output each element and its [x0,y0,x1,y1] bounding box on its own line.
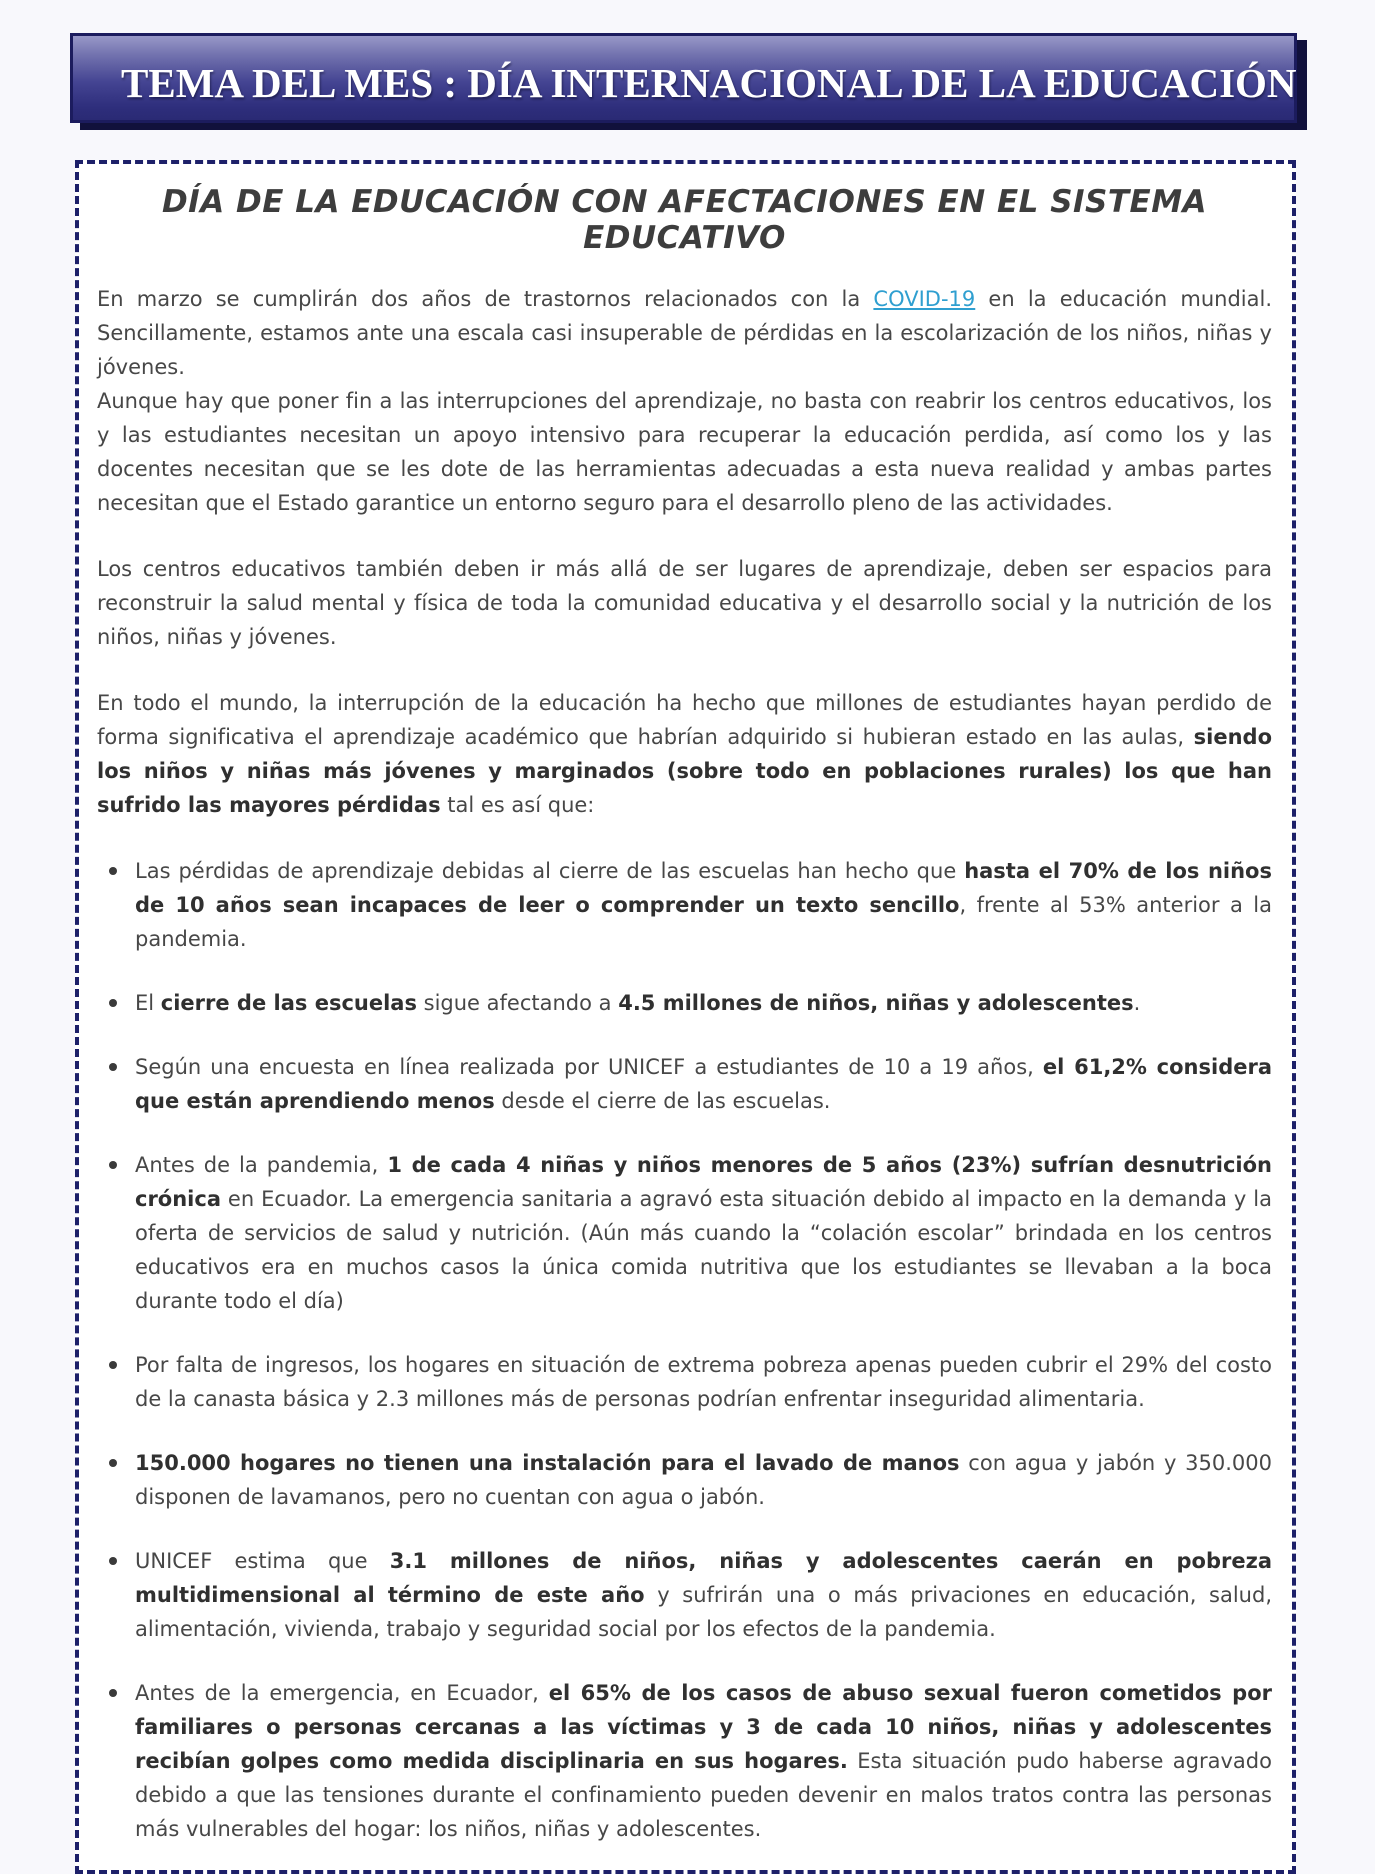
bold-text-run: hasta el 70% de los niños de 10 años sean incapaces de leer o comprender un texto sencillo [135,859,1272,917]
bullet-item [97,1676,1272,1846]
text-run: . [1133,991,1141,1015]
covid19-link[interactable]: COVID-19 [873,287,976,311]
text-run: Aunque hay que poner fin a las interrupciones del aprendizaje, no basta con reabrir los centros educativos, los y las estudiantes necesitan un apoyo intensivo para recuperar la educación perdida, así como los y las docentes necesitan que se les dote de las herramientas adecuadas a esta nueva realidad y ambas partes necesitan que el Estado garantice un entorno seguro para el desarrollo pleno de las actividades. [97,389,1272,515]
paragraph [97,282,1272,384]
banner [70,33,1297,123]
text-run: sigue afectando a [416,991,619,1015]
paragraph-block [97,282,1272,520]
paragraph-block [97,552,1272,654]
bold-text-run: siendo los niños y niñas más jóvenes y marginados (sobre todo en poblaciones rurales) los que han sufrido las mayores pérdidas [97,725,1272,817]
bold-text-run: 4.5 millones de niños, niñas y adolescentes [618,991,1134,1015]
text-run: con agua y jabón y 350.000 disponen de lavamanos, pero no cuentan con agua o jabón. [135,1451,1272,1509]
bold-text-run: 3.1 millones de niños, niñas y adolescentes caerán en pobreza multidimensional al término de este año [135,1549,1273,1607]
bold-text-run: 1 de cada 4 niñas y niños menores de 5 años (23%) sufrían desnutrición crónica [135,1153,1272,1211]
banner-title: TEMA DEL MES : DÍA INTERNACIONAL DE LA EDUCACIÓN [121,60,1297,106]
text-run: UNICEF estima que [135,1549,390,1573]
bullet-item [97,1544,1272,1646]
bullet-item [97,854,1272,956]
paragraph-block [97,686,1272,822]
text-run: desde el cierre de las escuelas. [494,1089,831,1113]
text-run: en la educación mundial. Sencillamente, estamos ante una escala casi insuperable de pérdidas en la escolarización de los niños, niñas y jóvenes. [97,287,1272,379]
bullet-item [97,1148,1272,1318]
bullet-list [97,854,1272,1846]
bullet-item [97,1348,1272,1416]
article-heading: DÍA DE LA EDUCACIÓN CON AFECTACIONES EN EL SISTEMA EDUCATIVO [161,184,1208,256]
text-run: Según una encuesta en línea realizada por UNICEF a estudiantes de 10 a 19 años, [135,1055,1043,1079]
bold-text-run: 150.000 hogares no tienen una instalación para el lavado de manos [135,1451,960,1475]
text-run: Las pérdidas de aprendizaje debidas al cierre de las escuelas han hecho que [135,859,965,883]
text-run: , frente al 53% anterior a la pandemia. [135,893,1272,951]
text-run: en Ecuador. La emergencia sanitaria a agravó esta situación debido al impacto en la demanda y la oferta de servicios de salud y nutrición. (Aún más cuando la “colación escolar” brindada en los centros educativos era en muchos casos la única comida nutritiva que los estudiantes se llevaban a la boca durante todo el día) [135,1187,1272,1313]
text-run: y sufrirán una o más privaciones en educación, salud, alimentación, vivienda, trabajo y seguridad social por los efectos de la pandemia. [135,1583,1272,1641]
text-run: Esta situación pudo haberse agravado debido a que las tensiones durante el confinamiento pueden devenir en malos tratos contra las personas más vulnerables del hogar: los niños, niñas y adolescentes. [135,1749,1272,1841]
text-run: Por falta de ingresos, los hogares en situación de extrema pobreza apenas pueden cubrir el 29% del costo de la canasta básica y 2.3 millones más de personas podrían enfrentar inseguridad alimentaria. [135,1353,1272,1411]
bold-text-run: el 61,2% considera que están aprendiendo menos [135,1055,1273,1113]
bullet-item [97,1050,1272,1118]
text-run: Antes de la pandemia, [135,1153,388,1177]
bold-text-run: el 65% de los casos de abuso sexual fueron cometidos por familiares o personas cercanas a las víctimas y 3 de cada 10 niños, niñas y adolescentes recibían golpes como medida disciplinaria en sus hogares. [135,1681,1272,1773]
bullet-item [97,986,1272,1020]
paragraph [97,552,1272,654]
text-run: El [135,991,161,1015]
paragraph [97,384,1272,520]
text-run: En marzo se cumplirán dos años de trastornos relacionados con la [97,287,874,311]
bold-text-run: cierre de las escuelas [160,991,417,1015]
paragraphs-section [97,282,1272,822]
article-box [75,160,1296,1874]
text-run: En todo el mundo, la interrupción de la educación ha hecho que millones de estudiantes hayan perdido de forma significativa el aprendizaje académico que habrían adquirido si hubieran estado en las aulas, [97,691,1272,749]
text-run: tal es así que: [440,793,595,817]
text-run: Los centros educativos también deben ir más allá de ser lugares de aprendizaje, deben ser espacios para reconstruir la salud mental y física de toda la comunidad educativa y el desarrollo social y la nutrición de los niños, niñas y jóvenes. [97,557,1272,649]
bullet-item [97,1446,1272,1514]
paragraph [97,686,1272,822]
text-run: Antes de la emergencia, en Ecuador, [135,1681,549,1705]
